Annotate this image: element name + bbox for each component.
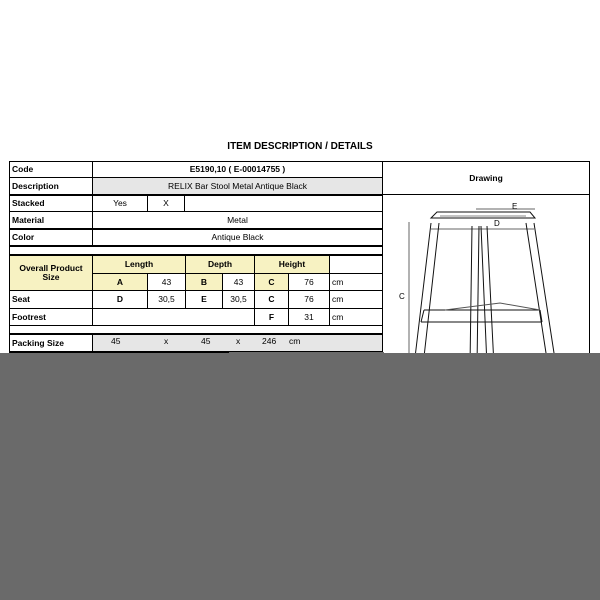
packing-size-v2: 45 — [201, 336, 211, 346]
dim-e-label: E — [512, 202, 518, 211]
depth-header: Depth — [185, 255, 255, 274]
stacked-yes: Yes — [92, 195, 148, 212]
footrest-empty — [92, 308, 255, 326]
overall-size-label: Overall Product Size — [9, 255, 93, 291]
seat-c: C — [254, 290, 289, 309]
overall-c-value: 76 — [288, 273, 330, 291]
gray-overlay-notch — [229, 352, 384, 354]
footrest-f: F — [254, 308, 289, 326]
description-label: Description — [9, 177, 93, 195]
overall-b-value: 43 — [222, 273, 255, 291]
seat-label: Seat — [9, 290, 93, 309]
packing-size-v3: 246 — [262, 336, 277, 346]
footrest-unit: cm — [329, 308, 383, 326]
dim-d-label: D — [494, 219, 500, 228]
material-value: Metal — [92, 211, 383, 229]
overall-c: C — [254, 273, 289, 291]
packing-size-x2: x — [236, 336, 241, 346]
overall-a-value: 43 — [147, 273, 186, 291]
stacked-empty — [184, 195, 383, 212]
footrest-label: Footrest — [9, 308, 93, 326]
seat-d: D — [92, 290, 148, 309]
spacer-row — [9, 246, 383, 255]
code-value: E5190,10 ( E-00014755 ) — [92, 161, 383, 178]
gray-overlay — [0, 353, 600, 600]
stacked-x: X — [147, 195, 185, 212]
overall-b: B — [185, 273, 223, 291]
color-label: Color — [9, 229, 93, 246]
code-label: Code — [9, 161, 93, 178]
seat-c-value: 76 — [288, 290, 330, 309]
overall-unit: cm — [329, 273, 383, 291]
packing-size-unit: cm — [289, 336, 301, 346]
description-value: RELIX Bar Stool Metal Antique Black — [92, 177, 383, 195]
seat-e-value: 30,5 — [222, 290, 255, 309]
spacer-row-2 — [9, 325, 383, 334]
height-header: Height — [254, 255, 330, 274]
seat-e: E — [185, 290, 223, 309]
packing-size-label: Packing Size — [9, 334, 93, 352]
drawing-header: Drawing — [382, 161, 590, 195]
footrest-f-value: 31 — [288, 308, 330, 326]
color-value: Antique Black — [92, 229, 383, 246]
packing-size-v1: 45 — [111, 336, 121, 346]
length-header: Length — [92, 255, 186, 274]
stacked-label: Stacked — [9, 195, 93, 212]
header-unit-empty — [329, 255, 383, 274]
packing-size-x1: x — [164, 336, 169, 346]
dim-c-label: C — [399, 292, 405, 301]
drawing-panel — [382, 194, 590, 366]
seat-d-value: 30,5 — [147, 290, 186, 309]
page-title: ITEM DESCRIPTION / DETAILS — [227, 141, 373, 152]
material-label: Material — [9, 211, 93, 229]
seat-unit: cm — [329, 290, 383, 309]
packing-size-values — [92, 334, 383, 352]
overall-a: A — [92, 273, 148, 291]
